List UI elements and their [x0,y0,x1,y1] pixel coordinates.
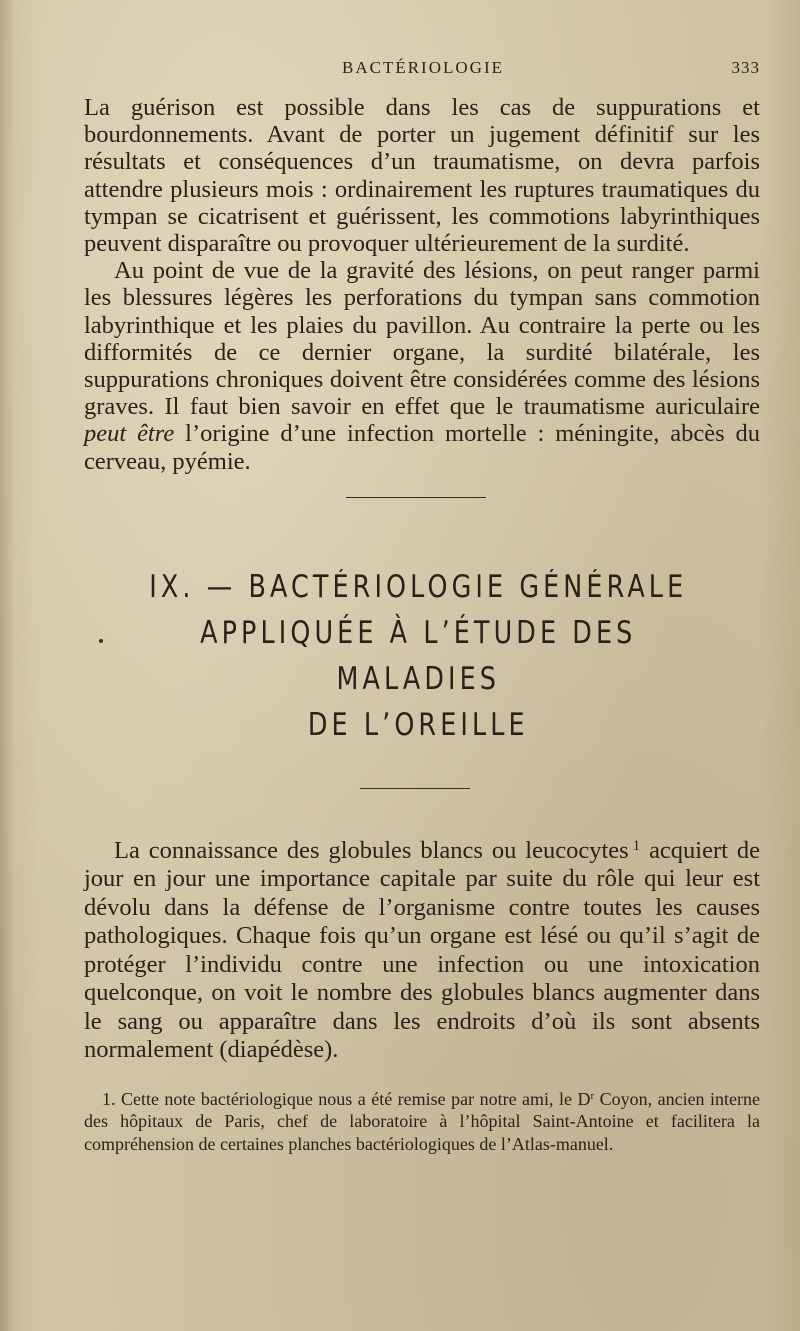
paragraph-leucocytes-start: La connaissance des globules blancs ou leucocytes [114,836,629,864]
page-number: 333 [731,58,760,77]
footnote-number: 1. [102,1088,116,1109]
footnote [84,1085,760,1156]
paragraph-leucocytes-end: acquiert de jour en jour une importance capitale par suite du rôle qui leur est dévolu dans la défense de l’organisme contre toutes les causes pathologiques. Chaque fois qu’un organe est lésé ou qu’il s’agit de protéger l’individu contre une infection ou une intoxication quelconque, on voit le nombre des globules blancs augmenter dans le sang ou apparaître dans les endroits d’où ils sont absents normalement (diapédèse). [84,836,760,1064]
chapter-title-line-2: APPLIQUÉE À L’ÉTUDE DES MALADIES [200,614,637,697]
running-head [84,50,760,80]
footnote-reference: 1 [632,837,641,854]
printed-dot-mark [99,639,103,643]
chapter-title-line-1: IX. — BACTÉRIOLOGIE GÉNÉRALE [149,568,688,605]
paragraph-leucocytes [84,832,760,1065]
footnote-superscript: r [590,1089,595,1102]
paragraph-gravity [84,257,760,475]
paragraph-gravity-end: l’origine d’une infection mortelle : méningite, abcès du cerveau, pyémie. [84,420,760,475]
running-head-title: BACTÉRIOLOGIE [342,58,504,77]
paragraph-gravity-start: Au point de vue de la gravité des lésions, on peut ranger parmi les blessures légères les perforations du tympan sans commotion labyrinthique et les plaies du pavillon. Au contraire la perte ou les difformités de ce dernier organe, la surdité bilatérale, les suppurations chroniques doivent être considérées comme des lésions graves. Il faut bien savoir en effet que le traumatisme auriculaire [84,257,760,421]
section-trauma-text [84,94,760,475]
footnote-text [84,1085,760,1156]
section-bacteriology-text [84,832,760,1065]
chapter-title-line-3: DE L’OREILLE [307,706,529,743]
footnote-text-start: Cette note bactériologique nous a été remise par notre ami, le D [120,1088,591,1109]
chapter-title [145,564,699,748]
section-divider-bottom [360,788,470,789]
footnote-text-end: Coyon, ancien interne des hôpitaux de Paris, chef de laboratoire à l’hôpital Saint-Antoine et facilitera la compréhension de certaines planches bactériologiques de l’Atlas-manuel. [84,1088,760,1154]
emphasis-peut-etre: peut être [84,420,175,448]
paragraph-healing: La guérison est possible dans les cas de suppurations et bourdonnements. Avant de porter un jugement définitif sur les résultats et conséquences d’un traumatisme, on devra parfois attendre plusieurs mois : ordinairement les ruptures traumatiques du tympan se cicatrisent et guérissent, les commotions labyrinthiques peuvent disparaître ou provoquer ultérieurement de la surdité. [84,94,760,258]
section-divider-top [346,497,486,498]
